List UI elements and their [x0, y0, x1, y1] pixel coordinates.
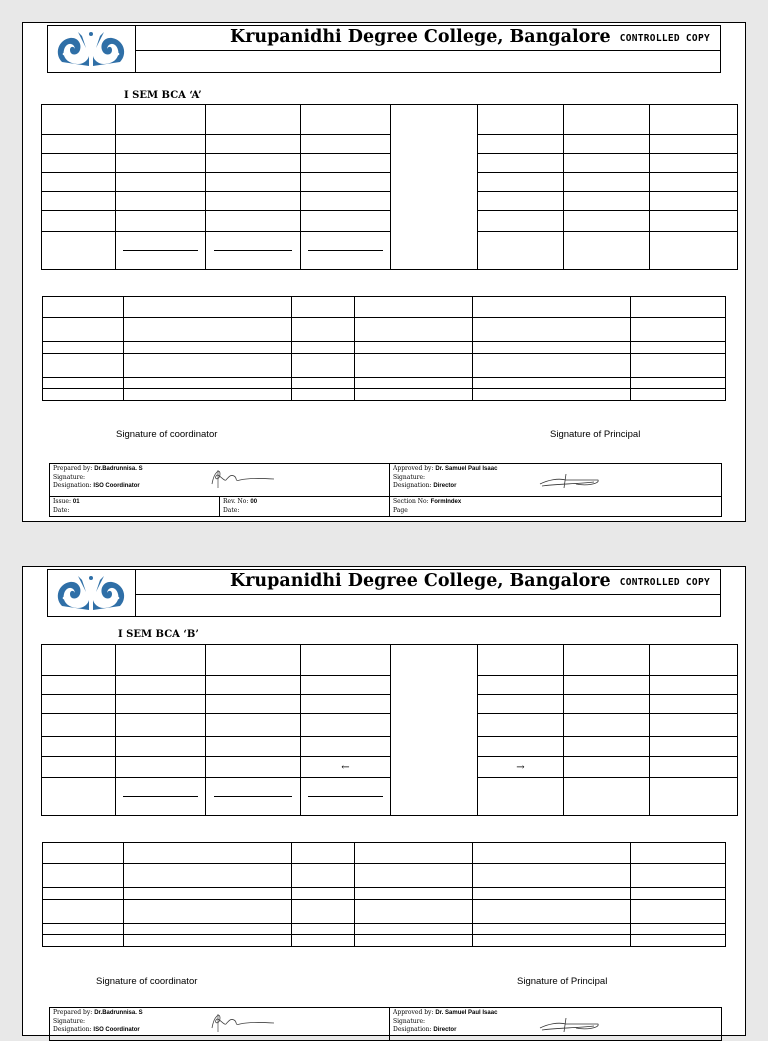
faculty-grid [42, 296, 726, 401]
principal-signature-label: Signature of Principal [550, 429, 641, 440]
approved-designation: Director [433, 483, 457, 490]
designation-label: Designation: [393, 1026, 432, 1034]
college-name: Krupanidhi Degree College, Bangalore [230, 27, 611, 47]
table-row [42, 211, 738, 232]
signature-label: Signature: [53, 1017, 86, 1025]
table-row [43, 378, 726, 389]
page-label: Page [393, 506, 408, 514]
approved-by-name: Dr. Samuel Paul Isaac [435, 466, 498, 472]
table-row [43, 888, 726, 900]
coordinator-signature-label: Signature of coordinator [96, 976, 198, 987]
rev-value: 00 [250, 499, 258, 505]
designation-label: Designation: [53, 1026, 92, 1034]
table-row [42, 192, 738, 211]
table-row [42, 645, 738, 676]
college-logo [48, 26, 136, 72]
section-value: FormIndex [430, 499, 462, 505]
divider [123, 796, 198, 797]
table-row [42, 757, 738, 778]
section-title: I SEM BCA ‘A’ [124, 90, 202, 101]
divider [214, 796, 293, 797]
approved-by-label: Approved by: [393, 1009, 434, 1016]
table-row [43, 318, 726, 342]
document-page-1 [22, 22, 746, 522]
rev-label: Rev. No: [223, 498, 249, 505]
form-footer [49, 1007, 722, 1041]
table-row [43, 864, 726, 888]
divider [214, 250, 293, 251]
table-row [42, 714, 738, 737]
date-label: Date: [53, 506, 70, 514]
right-arrow-icon: → [478, 757, 564, 778]
table-row [42, 154, 738, 173]
table-row [43, 389, 726, 401]
table-row [42, 232, 738, 270]
table-row [42, 695, 738, 714]
approved-by-signature [536, 1014, 606, 1034]
table-row [43, 354, 726, 378]
signature-label: Signature: [53, 473, 86, 481]
table-row [43, 900, 726, 924]
form-header [47, 569, 721, 617]
controlled-copy-label: CONTROLLED COPY [619, 577, 710, 588]
form-header [47, 25, 721, 73]
divider [123, 250, 198, 251]
table-row [42, 778, 738, 816]
left-arrow-icon: ← [301, 757, 391, 778]
controlled-copy-label: CONTROLLED COPY [619, 33, 710, 44]
timetable-grid [41, 644, 738, 816]
date-label: Date: [223, 506, 240, 514]
document-page-2 [22, 566, 746, 1036]
principal-signature-label: Signature of Principal [517, 976, 608, 987]
table-row [42, 676, 738, 695]
table-row [43, 843, 726, 864]
table-row [42, 173, 738, 192]
issue-value: 01 [72, 499, 80, 505]
title-row [136, 26, 720, 51]
prepared-designation: ISO Coordinator [93, 1027, 140, 1034]
divider [308, 796, 383, 797]
signature-label: Signature: [393, 473, 426, 481]
college-name: Krupanidhi Degree College, Bangalore [230, 571, 611, 591]
table-row [43, 297, 726, 318]
table-row [42, 135, 738, 154]
faculty-grid [42, 842, 726, 947]
prepared-by-label: Prepared by: [53, 1009, 93, 1016]
title-row [136, 570, 720, 595]
prepared-by-name: Dr.Badrunnisa. S [94, 466, 143, 472]
designation-label: Designation: [393, 482, 432, 490]
approved-by-label: Approved by: [393, 465, 434, 472]
prepared-by-label: Prepared by: [53, 465, 93, 472]
signature-label: Signature: [393, 1017, 426, 1025]
section-title: I SEM BCA ‘B’ [118, 629, 199, 640]
table-row [43, 924, 726, 935]
issue-label: Issue: [53, 498, 71, 505]
table-row [42, 105, 738, 135]
timetable-grid [41, 104, 738, 270]
approved-by-name: Dr. Samuel Paul Isaac [435, 1010, 498, 1016]
prepared-by-signature [208, 466, 278, 490]
prepared-designation: ISO Coordinator [93, 483, 140, 490]
section-label: Section No: [393, 498, 429, 505]
break-column [391, 645, 478, 816]
table-row [43, 342, 726, 354]
break-column [391, 105, 478, 270]
prepared-by-signature [208, 1010, 278, 1034]
table-row [43, 935, 726, 947]
coordinator-signature-label: Signature of coordinator [116, 429, 218, 440]
college-logo [48, 570, 136, 616]
divider [308, 250, 383, 251]
table-row [42, 737, 738, 757]
approved-by-signature [536, 470, 606, 490]
approved-designation: Director [433, 1027, 457, 1034]
form-footer [49, 463, 722, 517]
prepared-by-name: Dr.Badrunnisa. S [94, 1010, 143, 1016]
designation-label: Designation: [53, 482, 92, 490]
